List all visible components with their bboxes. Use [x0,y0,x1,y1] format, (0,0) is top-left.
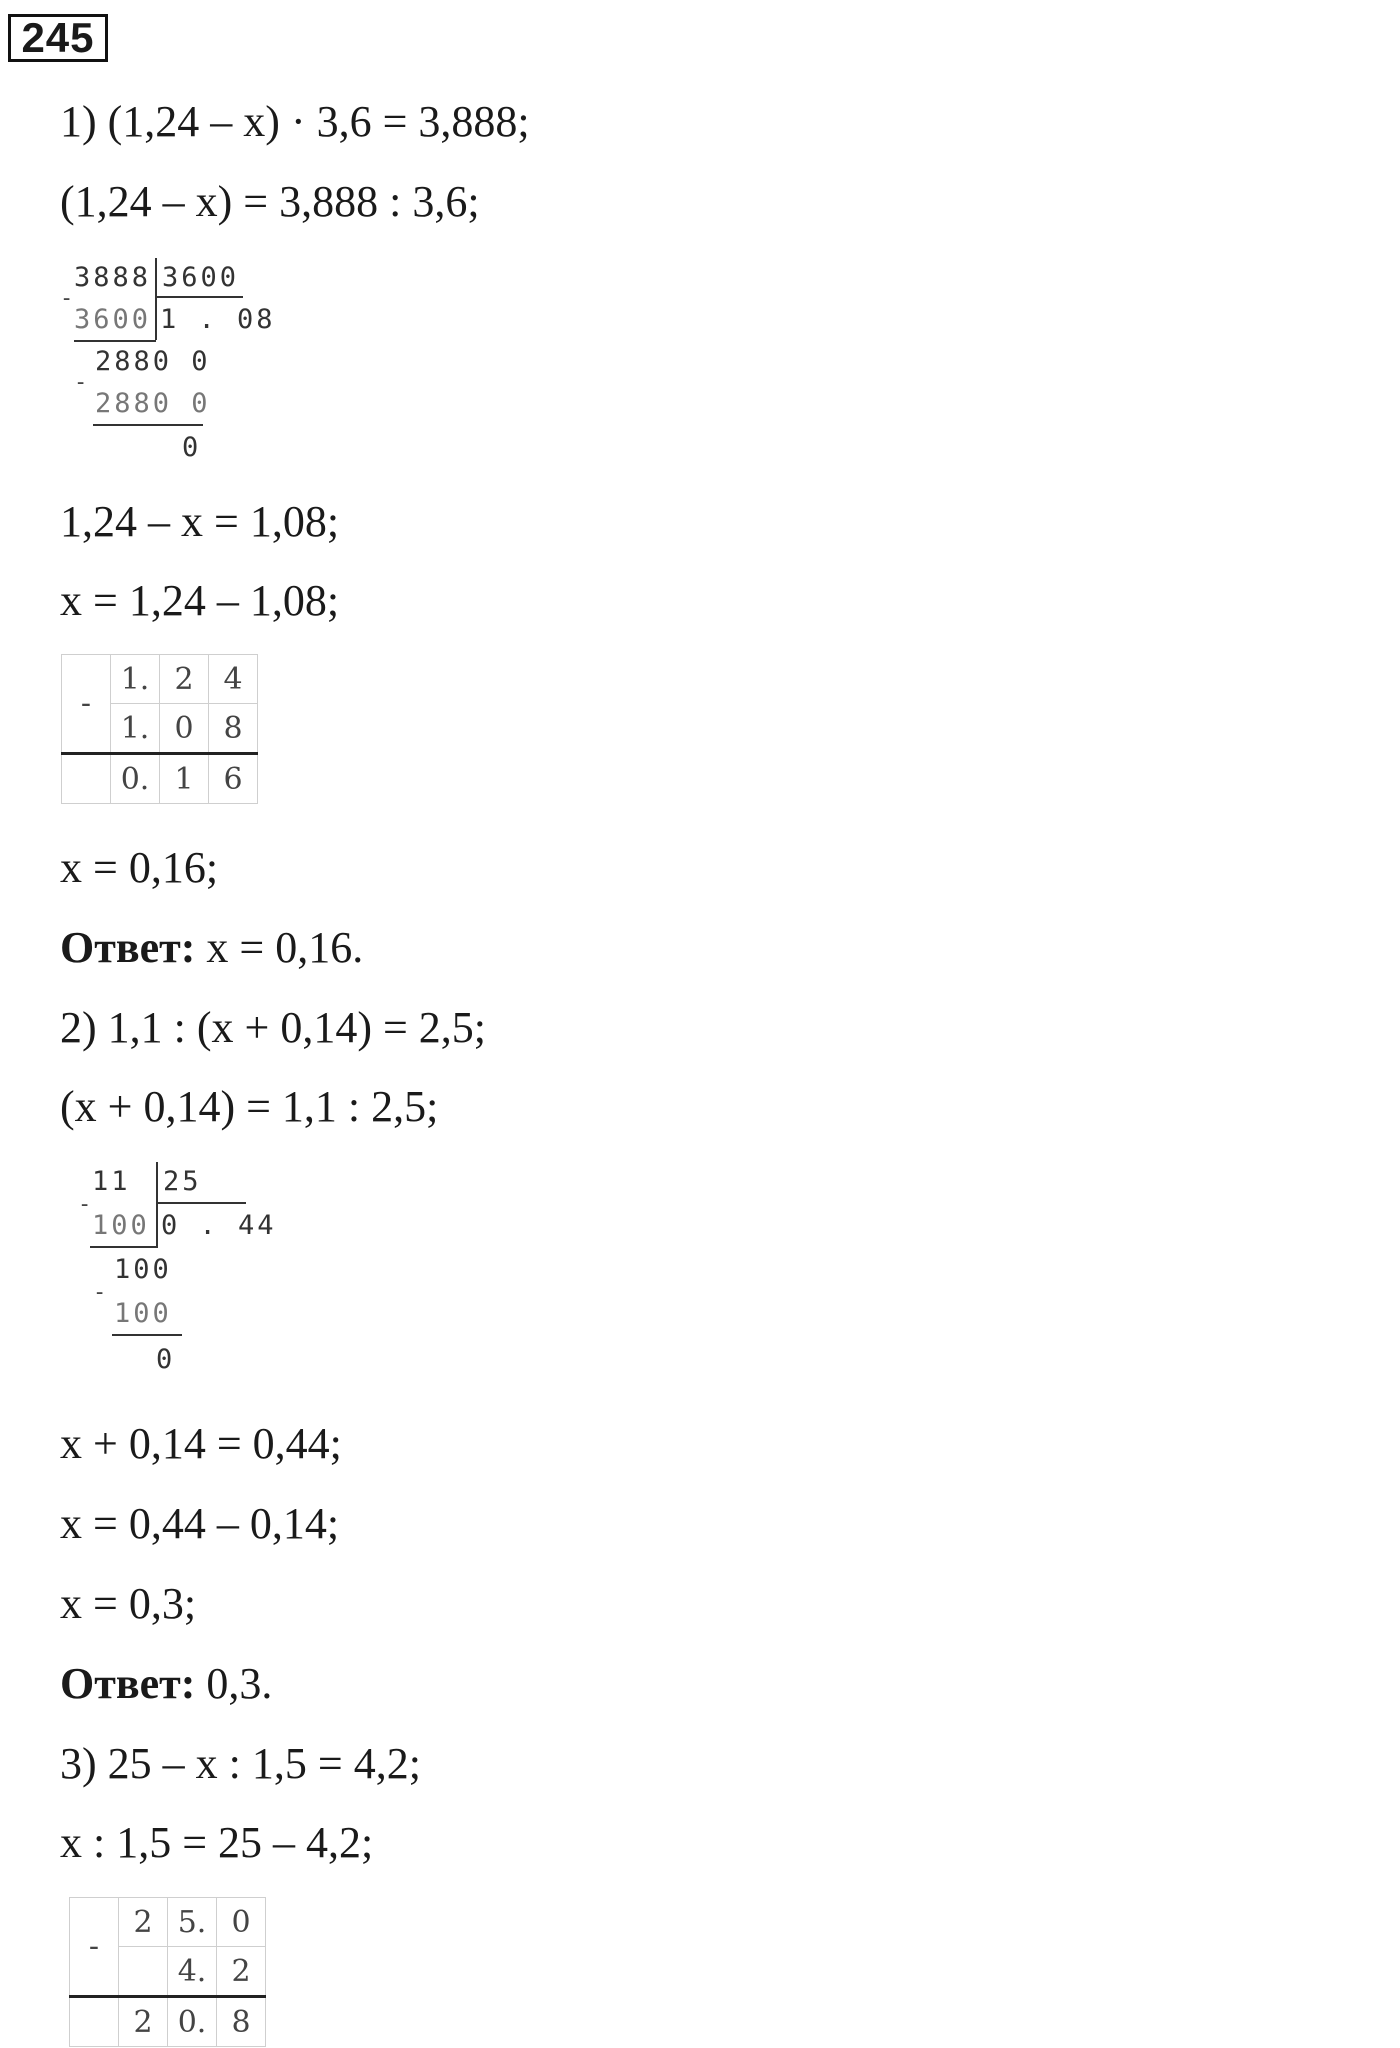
table-cell: 0. [111,754,160,804]
quotient-line [158,1202,246,1204]
quotient: 1 . 08 [160,304,276,335]
minus-sign: - [62,655,111,754]
table-cell [70,1997,119,2047]
table-cell [62,754,111,804]
part1-step-isolate: x = 1,24 – 1,08; [60,576,340,625]
table-cell: 0 [217,1898,266,1947]
subtrahend-2: 100 [114,1298,172,1329]
table-cell: 2 [160,655,209,704]
part3-subtraction-table [69,1897,266,2047]
subtrahend-2: 2880 0 [95,388,211,419]
division-bar [156,1162,158,1246]
table-cell: 1. [111,704,160,754]
part2-step-isolate: x = 0,44 – 0,14; [60,1499,340,1548]
part2-answer [60,1658,272,1710]
subtrahend-1: 100 [92,1210,150,1241]
minus-sign: - [78,1192,92,1217]
remainder-2: 0 [182,432,202,463]
remainder-1: 100 [114,1254,172,1285]
table-cell: 1. [111,655,160,704]
white-patch [502,160,730,188]
part1-result: x = 0,16; [60,843,219,892]
minus-sign: - [70,1898,119,1997]
table-cell: 2 [119,1898,168,1947]
answer-label: Ответ: [60,1659,196,1708]
table-cell: 8 [209,704,258,754]
table-cell: 5. [168,1898,217,1947]
part2-step-divide: (x + 0,14) = 1,1 : 2,5; [60,1082,439,1131]
part3-equation: 3) 25 – x : 1,5 = 4,2; [60,1739,421,1788]
divisor: 3600 [162,262,240,293]
part2-equation: 2) 1,1 : (x + 0,14) = 2,5; [60,1003,487,1052]
answer-value: x = 0,16. [195,923,364,972]
table-cell: 8 [217,1997,266,2047]
minus-sign: - [60,286,74,311]
table-cell: 0. [168,1997,217,2047]
underline-1 [90,1246,158,1248]
table-cell: 4 [209,655,258,704]
table-cell [119,1947,168,1997]
division-bar [155,258,157,340]
divisor: 25 [163,1166,202,1197]
underline-2 [112,1334,182,1336]
minus-sign: - [93,1280,107,1305]
part1-subtraction-table [61,654,258,804]
answer-value: 0,3. [195,1659,273,1708]
minus-sign: - [74,370,88,395]
answer-label: Ответ: [60,923,196,972]
part2-step-simplify: x + 0,14 = 0,44; [60,1419,342,1468]
quotient: 0 . 44 [161,1210,277,1241]
dividend: 11 [92,1166,131,1197]
dividend: 3888 [74,262,152,293]
table-cell: 1 [160,754,209,804]
quotient-line [157,296,243,298]
remainder-2: 0 [156,1344,176,1375]
part3-step-isolate: x : 1,5 = 25 – 4,2; [60,1818,374,1867]
part1-equation: 1) (1,24 – x) · 3,6 = 3,888; [60,97,530,146]
underline-2 [93,424,203,426]
part1-step-divide: (1,24 – x) = 3,888 : 3,6; [60,177,480,226]
part2-result: x = 0,3; [60,1579,197,1628]
table-cell: 0 [160,704,209,754]
table-cell: 2 [217,1947,266,1997]
part1-answer [60,922,363,974]
table-cell: 6 [209,754,258,804]
remainder-1: 2880 0 [95,346,211,377]
underline-1 [74,340,156,342]
table-cell: 4. [168,1947,217,1997]
part1-step-simplify: 1,24 – x = 1,08; [60,497,340,546]
subtrahend-1: 3600 [74,304,152,335]
table-cell: 2 [119,1997,168,2047]
problem-number: 245 [8,14,108,62]
